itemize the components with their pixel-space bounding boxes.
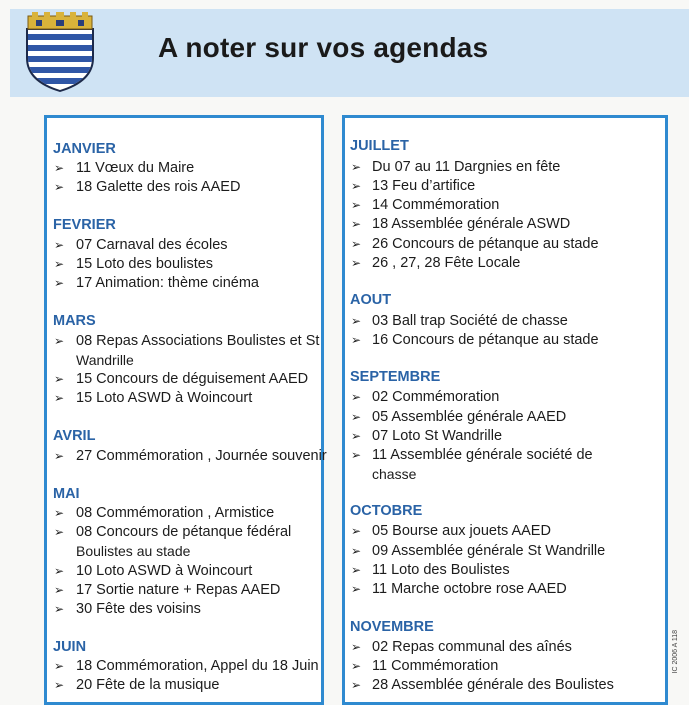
arrow-bullet-icon: ➢	[351, 333, 362, 347]
arrow-bullet-icon: ➢	[351, 448, 362, 462]
agenda-item: 15 Loto ASWD à Woincourt	[76, 390, 253, 406]
month-heading: OCTOBRE	[350, 503, 423, 519]
agenda-item: 10 Loto ASWD à Woincourt	[76, 563, 253, 579]
agenda-item: 17 Sortie nature + Repas AAED	[76, 582, 281, 598]
agenda-item: 07 Loto St Wandrille	[372, 428, 503, 444]
arrow-bullet-icon: ➢	[351, 659, 362, 673]
arrow-bullet-icon: ➢	[54, 180, 65, 194]
arrow-bullet-icon: ➢	[54, 583, 65, 597]
agenda-item: 15 Loto des boulistes	[76, 256, 214, 272]
arrow-bullet-icon: ➢	[54, 602, 65, 616]
arrow-bullet-icon: ➢	[54, 659, 65, 673]
arrow-bullet-icon: ➢	[54, 391, 65, 405]
arrow-bullet-icon: ➢	[351, 237, 362, 251]
agenda-item: 11 Vœux du Maire	[76, 160, 195, 176]
agenda-item: 30 Fête des voisins	[76, 601, 201, 617]
arrow-bullet-icon: ➢	[351, 544, 362, 558]
arrow-bullet-icon: ➢	[351, 217, 362, 231]
agenda-item: 20 Fête de la musique	[76, 677, 220, 693]
arrow-bullet-icon: ➢	[351, 563, 362, 577]
arrow-bullet-icon: ➢	[351, 160, 362, 174]
arrow-bullet-icon: ➢	[351, 314, 362, 328]
arrow-bullet-icon: ➢	[351, 678, 362, 692]
arrow-bullet-icon: ➢	[351, 390, 362, 404]
month-heading: MAI	[53, 486, 80, 502]
agenda-item: 14 Commémoration	[372, 197, 500, 213]
agenda-item: 27 Commémoration , Journée souvenir	[76, 448, 327, 464]
coat-of-arms-logo	[22, 12, 98, 92]
month-heading: JANVIER	[53, 141, 116, 157]
agenda-item: 11 Assemblée générale société de	[372, 447, 593, 463]
agenda-item: 16 Concours de pétanque au stade	[372, 332, 599, 348]
agenda-item-continuation: Wandrille	[76, 352, 134, 368]
agenda-item: 11 Marche octobre rose AAED	[372, 581, 567, 597]
agenda-item: 28 Assemblée générale des Boulistes	[372, 677, 614, 693]
arrow-bullet-icon: ➢	[351, 429, 362, 443]
arrow-bullet-icon: ➢	[351, 179, 362, 193]
arrow-bullet-icon: ➢	[54, 257, 65, 271]
month-heading: JUIN	[53, 639, 87, 655]
arrow-bullet-icon: ➢	[54, 506, 65, 520]
agenda-item: 26 Concours de pétanque au stade	[372, 236, 599, 252]
arrow-bullet-icon: ➢	[54, 678, 65, 692]
arrow-bullet-icon: ➢	[54, 372, 65, 386]
agenda-item: 18 Assemblée générale ASWD	[372, 216, 571, 232]
arrow-bullet-icon: ➢	[351, 524, 362, 538]
arrow-bullet-icon: ➢	[54, 238, 65, 252]
agenda-item: 15 Concours de déguisement AAED	[76, 371, 309, 387]
arrow-bullet-icon: ➢	[351, 640, 362, 654]
page-title: A noter sur vos agendas	[158, 32, 489, 63]
arrow-bullet-icon: ➢	[54, 525, 65, 539]
arrow-bullet-icon: ➢	[54, 334, 65, 348]
agenda-item: 07 Carnaval des écoles	[76, 237, 228, 253]
month-heading: FEVRIER	[53, 217, 116, 233]
month-heading: MARS	[53, 313, 96, 329]
agenda-item: 18 Galette des rois AAED	[76, 179, 241, 195]
arrow-bullet-icon: ➢	[351, 410, 362, 424]
agenda-item: 08 Repas Associations Boulistes et St	[76, 333, 320, 349]
agenda-item: 03 Ball trap Société de chasse	[372, 313, 568, 329]
agenda-item: 11 Loto des Boulistes	[372, 562, 510, 578]
agenda-item: 11 Commémoration	[372, 658, 499, 674]
agenda-item: 05 Bourse aux jouets AAED	[372, 523, 551, 539]
month-heading: SEPTEMBRE	[350, 369, 441, 385]
agenda-item: 17 Animation: thème cinéma	[76, 275, 259, 291]
arrow-bullet-icon: ➢	[351, 582, 362, 596]
agenda-item: 26 , 27, 28 Fête Locale	[372, 255, 521, 271]
month-heading: AOUT	[350, 292, 392, 308]
arrow-bullet-icon: ➢	[54, 276, 65, 290]
month-heading: JUILLET	[350, 138, 409, 154]
month-heading: NOVEMBRE	[350, 619, 434, 635]
agenda-item: 13 Feu d’artifice	[372, 178, 476, 194]
month-heading: AVRIL	[53, 428, 96, 444]
agenda-item: 08 Concours de pétanque fédéral	[76, 524, 292, 540]
agenda-item: 02 Commémoration	[372, 389, 500, 405]
agenda-item-continuation: chasse	[372, 466, 417, 482]
arrow-bullet-icon: ➢	[54, 161, 65, 175]
arrow-bullet-icon: ➢	[351, 256, 362, 270]
agenda-item: 09 Assemblée générale St Wandrille	[372, 543, 606, 559]
agenda-item: 08 Commémoration , Armistice	[76, 505, 275, 521]
agenda-item: Du 07 au 11 Dargnies en fête	[372, 159, 561, 175]
agenda-item-continuation: Boulistes au stade	[76, 543, 191, 559]
agenda-item: 02 Repas communal des aînés	[372, 639, 572, 655]
agenda-item: 05 Assemblée générale AAED	[372, 409, 567, 425]
arrow-bullet-icon: ➢	[351, 198, 362, 212]
agenda-item: 18 Commémoration, Appel du 18 Juin	[76, 658, 319, 674]
side-print-code: IC 2006 A 118	[672, 630, 679, 674]
arrow-bullet-icon: ➢	[54, 564, 65, 578]
arrow-bullet-icon: ➢	[54, 449, 65, 463]
